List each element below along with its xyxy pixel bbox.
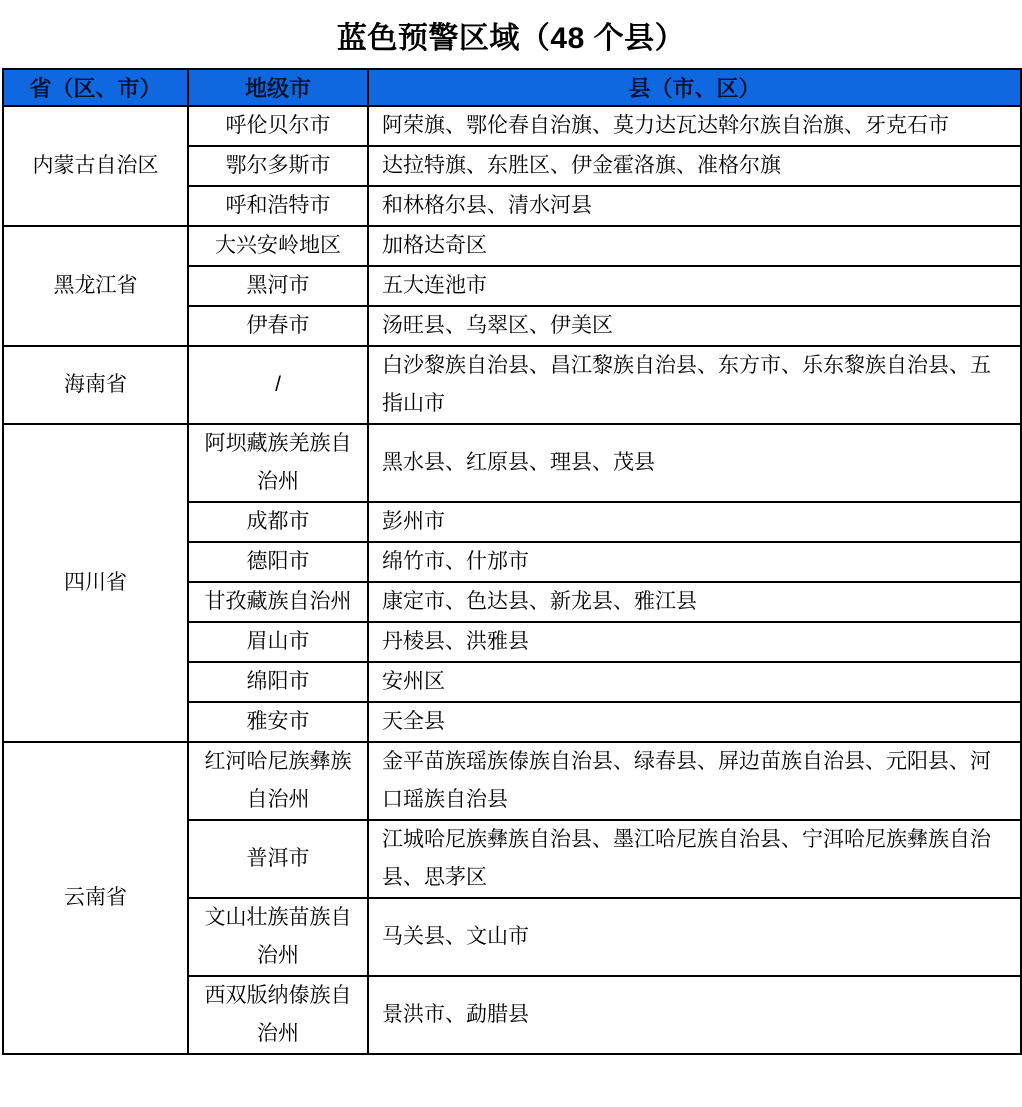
blue-warning-table [2,68,1022,1055]
city-cell: 德阳市 [188,542,368,582]
city-cell: 西双版纳傣族自治州 [188,976,368,1054]
county-cell: 马关县、文山市 [368,898,1021,976]
city-cell: / [188,346,368,424]
county-cell: 绵竹市、什邡市 [368,542,1021,582]
page-title: 蓝色预警区域（48 个县） [336,22,686,55]
province-cell: 四川省 [3,424,188,742]
city-cell: 文山壮族苗族自治州 [188,898,368,976]
county-cell: 加格达奇区 [368,226,1021,266]
county-cell: 五大连池市 [368,266,1021,306]
county-cell: 金平苗族瑶族傣族自治县、绿春县、屏边苗族自治县、元阳县、河口瑶族自治县 [368,742,1021,820]
header-county: 县（市、区） [368,69,1021,106]
table-row [3,106,1021,146]
county-cell: 白沙黎族自治县、昌江黎族自治县、东方市、乐东黎族自治县、五指山市 [368,346,1021,424]
county-cell: 天全县 [368,702,1021,742]
header-city: 地级市 [188,69,368,106]
city-cell: 鄂尔多斯市 [188,146,368,186]
table-row [3,424,1021,502]
city-cell: 甘孜藏族自治州 [188,582,368,622]
county-cell: 安州区 [368,662,1021,702]
county-cell: 汤旺县、乌翠区、伊美区 [368,306,1021,346]
county-cell: 和林格尔县、清水河县 [368,186,1021,226]
city-cell: 绵阳市 [188,662,368,702]
warning-table-body [3,106,1021,1054]
county-cell: 黑水县、红原县、理县、茂县 [368,424,1021,502]
table-row [3,346,1021,424]
county-cell: 江城哈尼族彝族自治县、墨江哈尼族自治县、宁洱哈尼族彝族自治县、思茅区 [368,820,1021,898]
table-header-row [3,69,1021,106]
city-cell: 雅安市 [188,702,368,742]
city-cell: 呼和浩特市 [188,186,368,226]
city-cell: 成都市 [188,502,368,542]
city-cell: 阿坝藏族羌族自治州 [188,424,368,502]
table-row [3,226,1021,266]
county-cell: 彭州市 [368,502,1021,542]
city-cell: 黑河市 [188,266,368,306]
province-cell: 内蒙古自治区 [3,106,188,226]
county-cell: 康定市、色达县、新龙县、雅江县 [368,582,1021,622]
county-cell: 景洪市、勐腊县 [368,976,1021,1054]
county-cell: 阿荣旗、鄂伦春自治旗、莫力达瓦达斡尔族自治旗、牙克石市 [368,106,1021,146]
city-cell: 大兴安岭地区 [188,226,368,266]
city-cell: 红河哈尼族彝族自治州 [188,742,368,820]
table-header [3,69,1021,106]
city-cell: 眉山市 [188,622,368,662]
county-cell: 达拉特旗、东胜区、伊金霍洛旗、准格尔旗 [368,146,1021,186]
province-cell: 黑龙江省 [3,226,188,346]
table-row [3,742,1021,820]
city-cell: 伊春市 [188,306,368,346]
province-cell: 云南省 [3,742,188,1054]
city-cell: 普洱市 [188,820,368,898]
county-cell: 丹棱县、洪雅县 [368,622,1021,662]
header-province: 省（区、市） [3,69,188,106]
city-cell: 呼伦贝尔市 [188,106,368,146]
province-cell: 海南省 [3,346,188,424]
